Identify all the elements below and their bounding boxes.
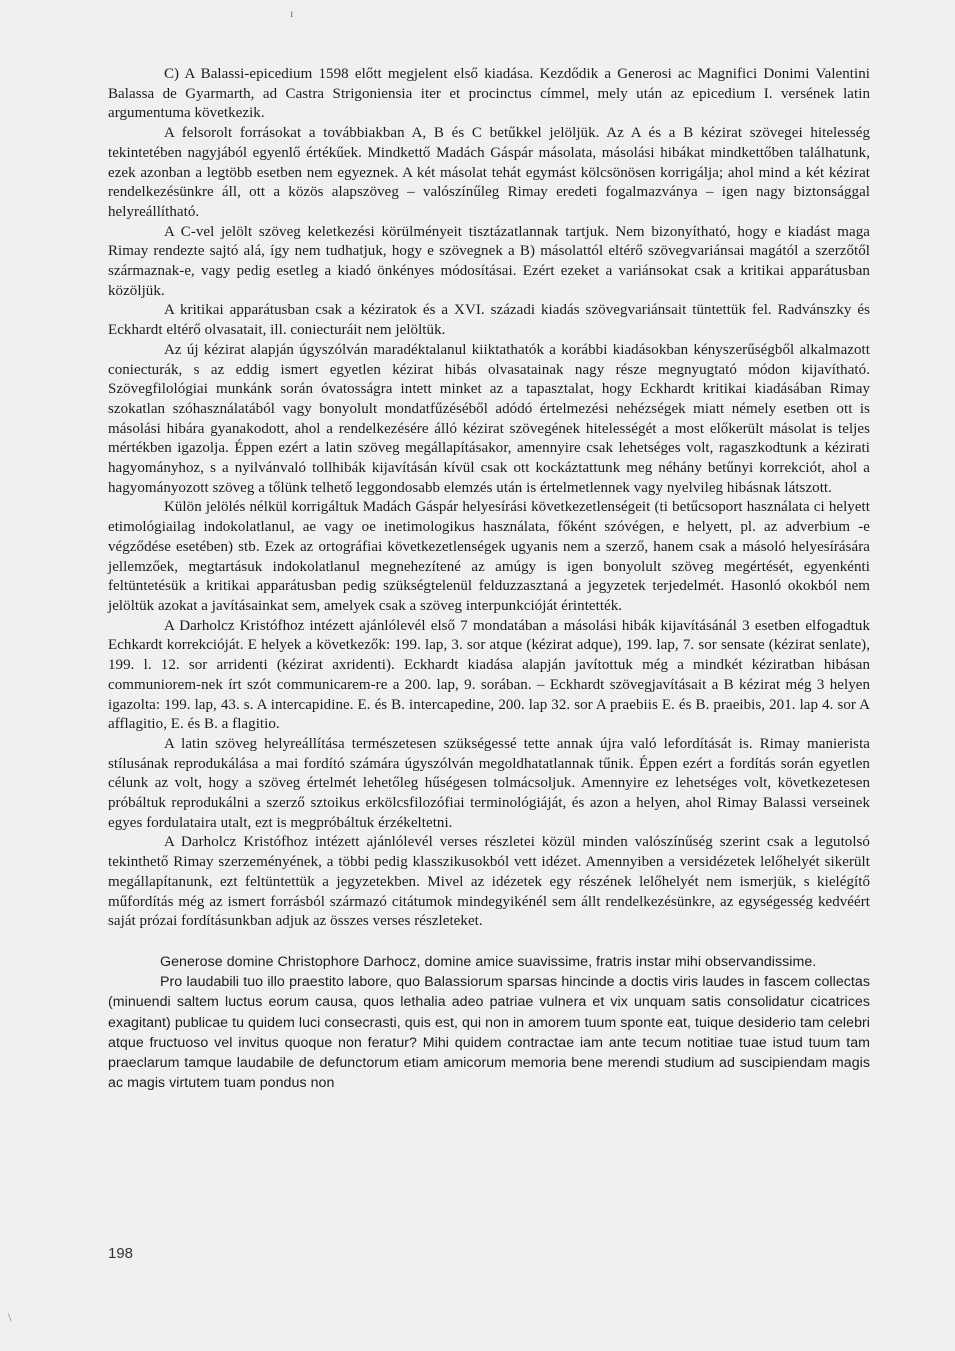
paragraph: A kritikai apparátusban csak a kéziratok és a XVI. századi kiadás szövegvariánsait tüntettük fel. Radvánszky és Eckhardt eltérő olvasatait, ill. coniecturáit nem jelöltük.: [108, 302, 870, 339]
paragraph: A Darholcz Kristófhoz intézett ajánlólevél verses részletei közül minden valószínűség szerint csak a legutolsó tekinthető Rimay szerzeményének, a többi pedig klasszikusokból vett idézet. Amennyiben a versidézetek lelőhelyét sikerült megállapítanunk, ezt feltüntettük a jegyzetekben. Mivel az idézetek egy részének lelőhelyét nem ismerjük, s kielégítő műfordítás még az ismert forrásból származó citátumok mindegyikénél sem állt rendelkezésünkre, az egységesség kedvéért saját prózai fordításunkban adjuk az összes verses részleteket.: [108, 834, 870, 930]
page-number: 198: [108, 1245, 134, 1262]
paragraph: A felsorolt forrásokat a továbbiakban A, B és C betűkkel jelöljük. Az A és a B kézirat szövegei hitelesség tekintetében nagyjából egyenlő értékűek. Mindkettő Madách Gáspár másolata, másolási hibákat mindkettőben találhatunk, ezek azonban a legtöbb esetben nem egyeznek. A két másolat tehát egymást kölcsönösen korrigálja; ahol mind a két kézirat rendelkezésünkre áll, ott a közös alapszöveg – valószínűleg Rimay eredeti fogalmazványa – igen nagy biztonsággal helyreállítható.: [108, 125, 870, 220]
text-body: [108, 65, 870, 1093]
paragraph: A latin szöveg helyreállítása természetesen szükségessé tette annak újra való lefordítását is. Rimay manierista stílusának reprodukálása a mai fordító számára úgyszólván megoldhatatlannak tűnik. Éppen ezért a fordítás során egyetlen célunk az volt, hogy a szöveg értelmét lehetőleg hűségesen tolmácsoljuk. Amennyire ez lehetséges volt, következetesen próbáltuk reprodukálni a szerző sztoikus erkölcsfilozófiai terminológiáját, és azon a helyen, ahol Rimay Balassi verseinek egyes fordulataira utalt, ezt is megpróbáltuk érzékeltetni.: [108, 735, 870, 831]
paragraph: Az új kézirat alapján úgyszólván maradéktalanul kiiktathatók a korábbi kiadásokban kényszerűségből alkalmazott coniecturák, s az eddig ismert egyetlen kézirat hibás olvasatainak nagy része megnyugtató módon kijavítható. Szövegfilológiai munkánk során óvatosságra intett minket az a tapasztalat, hogy Eckhardt kritikai kiadásában Rimay szokatlan szóhasználatából vagy bonyolult mondatfűzéséből adódó értelmezési nehézségek miatt némely esetben ott is másolási hibára gyanakodott, ahol a rendelkezésére álló kézirat szövegének hitelességét a most előkerült másolat is teljes mértékben igazolja. Éppen ezért a latin szöveg megállapításakor, amennyire csak lehetséges volt, ragaszkodtunk a kézirati hagyományhoz, s a nyilvánvaló tollhibák kijavításán kívül csak ott kockáztattunk meg néhány betűnyi korrekciót, ahol a hagyományozott szöveg a tőlünk telhető leggondosabb elemzés után is értelmetlennek vagy nyelvileg hibásnak látszott.: [108, 341, 870, 496]
scan-speck: ı: [290, 6, 294, 20]
latin-salutation: Generose domine Christophore Darhocz, domine amice suavissime, fratris instar mihi observandissime.: [160, 953, 817, 970]
latin-letter: [108, 952, 870, 1093]
paragraph: Külön jelölés nélkül korrigáltuk Madách Gáspár helyesírási következetlenségeit (ti betűcsoport használata ci helyett etimológiailag indokolatlanul, ae vagy oe inetimologikus használata, főként szóvégen, e helyett, pl. az adverbium -e végződése esetében) stb. Ezek az ortográfiai következetlenségek ugyanis nem a szerző, hanem csak a másoló helyesírására jellemzőek, megtartásuk indokolatlanul megnehezítené az amúgy is igen bonyolult szöveg megértését, egyenkénti feltüntetésük a kritikai apparátusban pedig szükségtelenül felduzzasztaná a jegyzetek terjedelmét. Hasonló okokból nem jelöltük azokat a javításainkat sem, amelyek csak a szöveg interpunkcióját érintették.: [108, 499, 870, 614]
scan-speck: \: [8, 1310, 12, 1324]
paragraph: A C-vel jelölt szöveg keletkezési körülményeit tisztázatlannak tartjuk. Nem bizonyítható, hogy e kiadást maga Rimay rendezte sajtó alá, így nem tudhatjuk, hogy e szövegnek a B) másolattól eltérő szövegvariánsai magától a szerzőtől származnak-e, vagy pedig esetleg a kiadó önkényes módosításai. Ezért ezeket a variánsokat csak a kritikai apparátusban közöljük.: [108, 223, 870, 299]
latin-paragraph: Pro laudabili tuo illo praestito labore, quo Balassiorum sparsas hincinde a doctis viris laudes in fascem collectas (minuendi saltem luctus eorum causa, quos lethalia adeo patriae vulnera et vix unquam satis consolidatur cicatrices exagitant) publicae tu quidem luci consecrasti, quis est, qui non in amorem tuum sponte eat, tuique desiderio tam celebri atque fructuoso vel invitus quoque non feratur? Mihi quidem contractae iam ante tecum notitiae tuae istud tuum tam praeclarum tamque laudabile de defunctorum etiam amicorum memoria bene merendi studium ad suscipiendam magis ac magis virtutem tuam pondus non: [108, 974, 870, 1092]
paragraph: C) A Balassi-epicedium 1598 előtt megjelent első kiadása. Kezdődik a Generosi ac Magnifici Donimi Valentini Balassa de Gyarmarth, ad Castra Strigoniensia iter et procinctus címmel, mely után az epicedium I. versének latin argumentuma következik.: [108, 66, 870, 122]
paragraph: A Darholcz Kristófhoz intézett ajánlólevél első 7 mondatában a másolási hibák kijavításánál 3 esetben elfogadtuk Echkardt korrekcióját. E helyek a következők: 199. lap, 3. sor atque (kézirat adque), 199. lap, 7. sor sensate (kézirat senlate), 199. l. 12. sor arridenti (kézirat axridenti). Eckhardt kiadása alapján javítottuk még a mindkét kéziratban hibásan communiorem-nek írt szót communicarem-re a 200. lap, 9. sorában. – Eckhardt szövegjavításait a B kézirat még 3 helyen igazolta: 199. lap, 43. s. A intercapidine. E. és B. intercapedine, 200. lap 32. sor A praebiis E. és B. praeibis, 201. lap 4. sor A afflagitio, E. és B. a flagitio.: [108, 617, 870, 733]
